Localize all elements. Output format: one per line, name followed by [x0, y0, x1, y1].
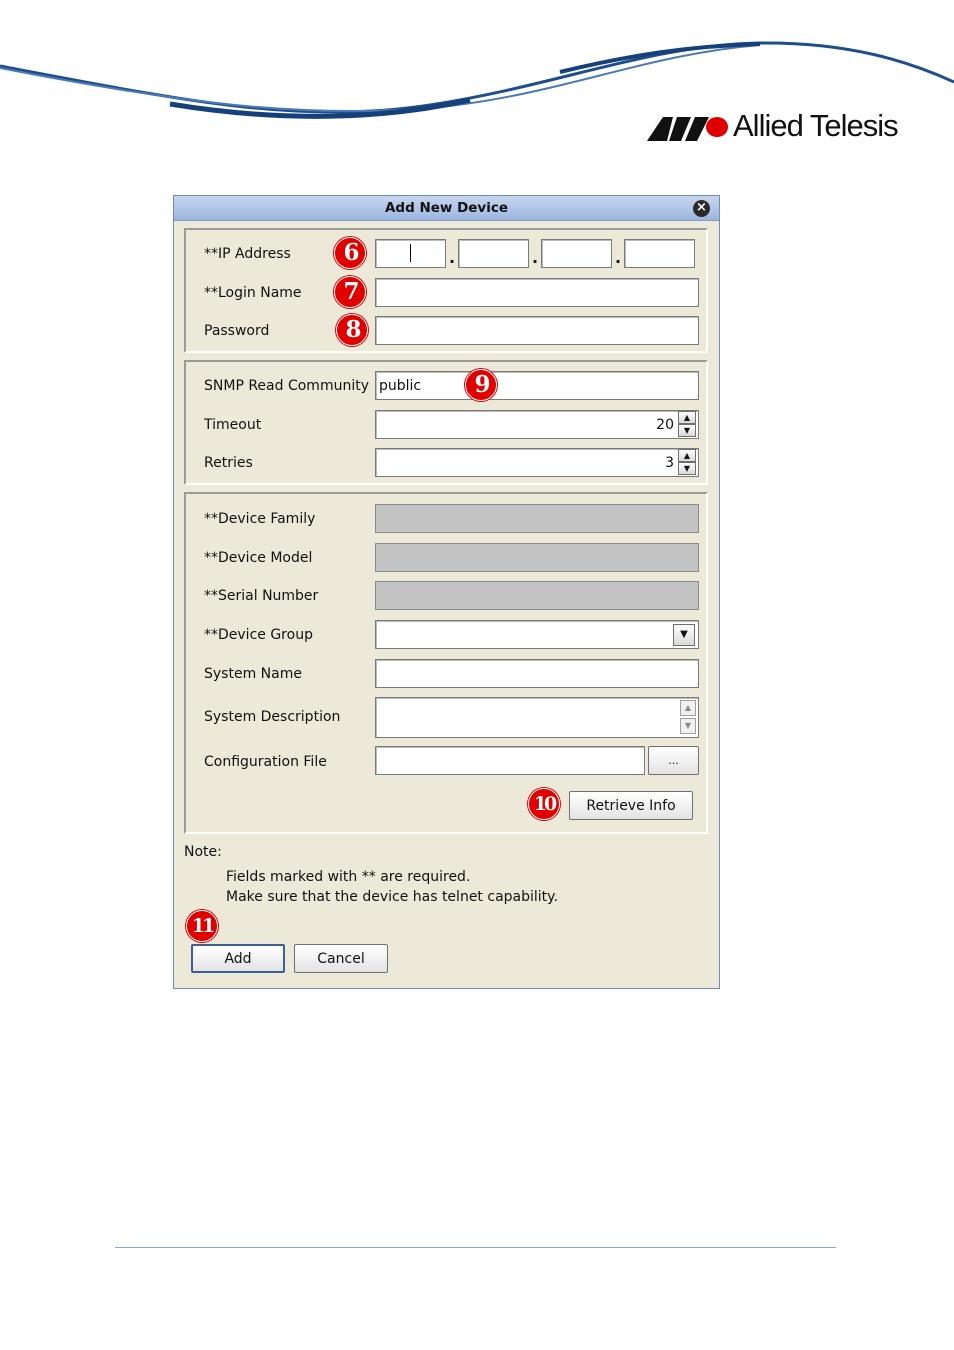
- ip-octet-1-input[interactable]: [375, 239, 446, 268]
- ip-octet-2-input[interactable]: [458, 239, 529, 268]
- device-panel: [184, 492, 708, 834]
- callout-badge-9: 9: [465, 369, 497, 401]
- retries-value: 3: [665, 455, 674, 471]
- text-cursor: [410, 244, 411, 262]
- timeout-value: 20: [656, 417, 674, 433]
- snmp-community-label: SNMP Read Community: [204, 378, 369, 394]
- timeout-label: Timeout: [204, 417, 262, 433]
- callout-badge-10: 10: [528, 788, 560, 820]
- device-model-label: **Device Model: [204, 550, 313, 566]
- snmp-community-input[interactable]: public: [375, 371, 699, 400]
- device-model-field: [375, 543, 699, 572]
- login-name-input[interactable]: [375, 278, 699, 307]
- scroll-up-icon[interactable]: ▲: [680, 700, 696, 716]
- add-new-device-dialog: [173, 195, 720, 989]
- add-button[interactable]: Add: [191, 944, 285, 973]
- configuration-file-input[interactable]: [375, 746, 645, 775]
- ip-separator: .: [449, 248, 456, 267]
- footer-divider: [115, 1247, 836, 1248]
- spinner-up-icon[interactable]: ▲: [678, 411, 696, 424]
- device-group-select[interactable]: [375, 620, 699, 649]
- retries-spinner-field[interactable]: [375, 448, 699, 477]
- browse-button[interactable]: ...: [648, 746, 699, 775]
- snmp-panel: [184, 360, 708, 485]
- device-family-label: **Device Family: [204, 511, 316, 527]
- ip-octet-3-input[interactable]: [541, 239, 612, 268]
- device-group-label: **Device Group: [204, 627, 313, 643]
- password-label: Password: [204, 323, 270, 339]
- note-heading: Note:: [184, 844, 222, 860]
- cancel-button[interactable]: Cancel: [294, 944, 388, 973]
- callout-badge-11: 11: [186, 910, 218, 942]
- note-line-required: Fields marked with ** are required.: [226, 869, 471, 885]
- note-line-telnet: Make sure that the device has telnet capability.: [226, 889, 558, 905]
- ip-address-label: **IP Address: [204, 246, 291, 262]
- callout-badge-7: 7: [334, 276, 366, 308]
- logo-mark-icon: [645, 114, 729, 142]
- dialog-title: Add New Device: [384, 200, 509, 216]
- ip-separator: .: [615, 248, 622, 267]
- chevron-down-icon[interactable]: ▼: [673, 624, 695, 646]
- system-name-input[interactable]: [375, 659, 699, 688]
- timeout-spinner-field[interactable]: [375, 410, 699, 439]
- spinner-down-icon[interactable]: ▼: [678, 462, 696, 475]
- system-description-label: System Description: [204, 709, 341, 725]
- serial-number-field: [375, 581, 699, 610]
- connection-panel: [184, 228, 708, 353]
- device-family-field: [375, 504, 699, 533]
- login-name-label: **Login Name: [204, 285, 302, 301]
- retrieve-info-button[interactable]: Retrieve Info: [569, 791, 693, 820]
- serial-number-label: **Serial Number: [204, 588, 319, 604]
- callout-badge-6: 6: [334, 237, 366, 269]
- system-name-label: System Name: [204, 666, 302, 682]
- description-scrollbar[interactable]: [680, 700, 696, 736]
- allied-telesis-logo: [645, 108, 905, 148]
- scroll-down-icon[interactable]: ▼: [680, 718, 696, 734]
- timeout-spinner[interactable]: [678, 411, 696, 437]
- retries-spinner[interactable]: [678, 449, 696, 475]
- configuration-file-label: Configuration File: [204, 754, 327, 770]
- spinner-down-icon[interactable]: ▼: [678, 424, 696, 437]
- dialog-titlebar[interactable]: [174, 196, 719, 221]
- retries-label: Retries: [204, 455, 253, 471]
- password-input[interactable]: [375, 316, 699, 345]
- ip-separator: .: [532, 248, 539, 267]
- brand-name: Allied Telesis: [733, 108, 898, 143]
- spinner-up-icon[interactable]: ▲: [678, 449, 696, 462]
- callout-badge-8: 8: [336, 314, 368, 346]
- close-icon[interactable]: ×: [693, 200, 710, 217]
- ip-octet-4-input[interactable]: [624, 239, 695, 268]
- system-description-textarea[interactable]: [375, 697, 699, 738]
